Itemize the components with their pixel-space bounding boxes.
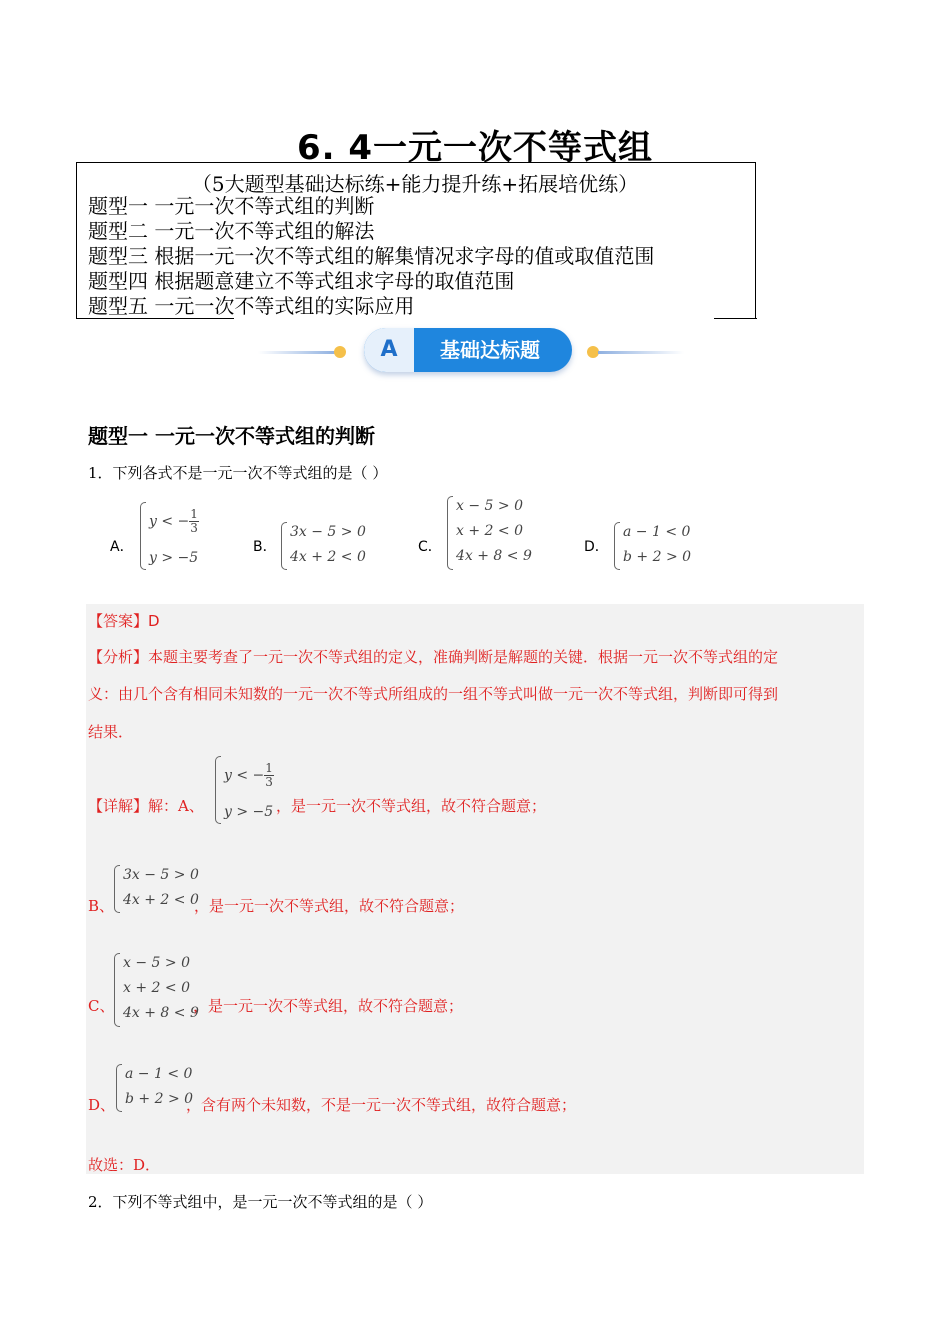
option-a-system [140,502,210,570]
detail-c-suffix: ，是一元一次不等式组，故不符合题意； [193,997,464,1015]
analysis-text-1: 本题主要考查了一元一次不等式组的定义，准确判断是解题的关键．根据一元一次不等式组的定 [148,648,779,666]
option-d-row-2: b + 2 > 0 [623,549,692,565]
toc-item-1: 题型一 一元一次不等式组的判断 [88,194,375,218]
toc-border [714,318,757,319]
detail-d-suffix: ，含有两个未知数，不是一元一次不等式组，故符合题意； [186,1096,577,1114]
page-title: 6. 4一元一次不等式组 [296,128,654,168]
detail-d-row-2: b + 2 > 0 [125,1091,194,1107]
option-a-row-2: y > −5 [149,550,199,566]
detail-d-system [116,1064,196,1112]
detail-a-row-2: y > −5 [224,804,274,820]
answer-line [88,610,160,631]
banner-line-left [258,351,336,354]
answer-tag: 【答案】 [88,612,149,630]
detail-a-system [215,756,285,824]
option-c-row-3: 4x + 8 < 9 [456,548,532,564]
banner-letter: A [364,328,414,372]
analysis-line-3: 结果． [88,723,134,741]
option-b-row-2: 4x + 2 < 0 [290,549,366,565]
detail-b-suffix: ，是一元一次不等式组，故不符合题意； [194,897,465,915]
banner-dot-left [334,346,346,358]
section-title: 题型一 一元一次不等式组的判断 [88,424,375,448]
fraction [264,762,274,789]
detail-c-system [114,953,204,1027]
toc-item-3: 题型三 根据一元一次不等式组的解集情况求字母的值或取值范围 [88,244,655,268]
option-d-row-1: a − 1 < 0 [623,524,691,540]
option-c-label: C． [418,539,442,555]
detail-c-row-3: 4x + 8 < 9 [123,1005,199,1021]
detail-b-row-2: 4x + 2 < 0 [123,892,199,908]
option-b-row-1: 3x − 5 > 0 [290,524,366,540]
numerator: 1 [190,507,198,521]
detail-a-row-1: y < − [224,767,265,784]
analysis-line-2: 义：由几个含有相同未知数的一元一次不等式所组成的一组不等式叫做一元一次不等式组，判断即可得到 [88,685,779,703]
detail-c-row-2: x + 2 < 0 [123,980,190,996]
toc-subtitle: （5大题型基础达标练+能力提升练+拓展培优练） [191,172,639,196]
option-a-label: A． [110,539,134,555]
denominator: 3 [265,775,273,789]
answer-value: D [148,612,160,630]
conclusion: 故选：D． [88,1156,161,1174]
option-a-row-1: y < − [149,513,190,530]
toc-item-4: 题型四 根据题意建立不等式组求字母的取值范围 [88,269,515,293]
detail-b-prefix: B、 [88,897,115,915]
analysis-tag: 【分析】 [88,648,149,666]
denominator: 3 [190,521,198,535]
detail-a-suffix: ，是一元一次不等式组，故不符合题意； [276,797,547,815]
analysis-line-1 [88,646,778,667]
detail-d-prefix: D、 [88,1096,116,1114]
detail-c-row-1: x − 5 > 0 [123,955,190,971]
option-c-row-1: x − 5 > 0 [456,498,523,514]
toc-item-2: 题型二 一元一次不等式组的解法 [88,219,375,243]
detail-c-prefix: C、 [88,997,115,1015]
banner-line-right [598,351,684,354]
toc-item-5: 题型五 一元一次不等式组的实际应用 [88,294,415,318]
detail-a-line [88,795,204,816]
detail-tag: 【详解】 [88,797,149,815]
option-d-label: D． [584,539,609,555]
question-2-stem: 2．下列不等式组中，是一元一次不等式组的是（ ） [88,1193,433,1211]
numerator: 1 [265,761,273,775]
detail-d-row-1: a − 1 < 0 [125,1066,193,1082]
option-b-system [281,522,371,570]
option-b-label: B． [253,539,277,555]
banner-text: 基础达标题 [440,338,540,362]
fraction [189,508,199,535]
detail-b-row-1: 3x − 5 > 0 [123,867,199,883]
option-c-row-2: x + 2 < 0 [456,523,523,539]
question-1-stem: 1．下列各式不是一元一次不等式组的是（ ） [88,464,388,482]
option-d-system [614,522,694,570]
option-c-system [447,496,537,570]
detail-a-prefix: 解：A、 [148,797,204,815]
detail-b-system [114,865,204,913]
